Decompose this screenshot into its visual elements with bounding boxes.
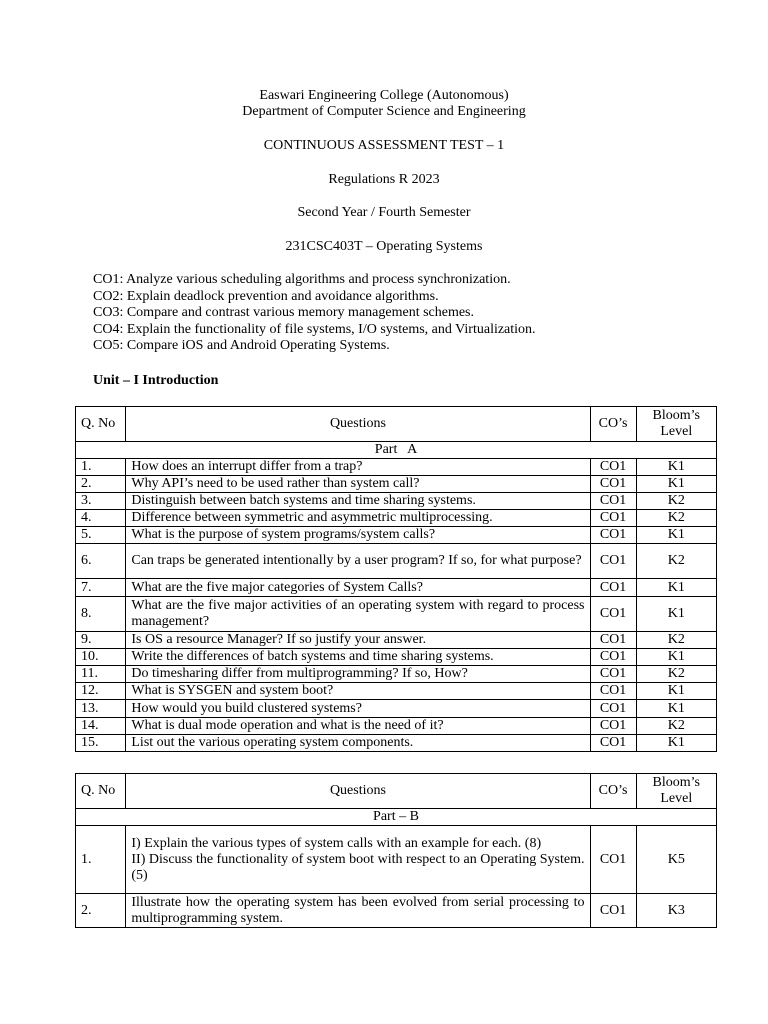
part-row	[76, 809, 717, 826]
table-row	[76, 510, 717, 527]
part-row	[76, 442, 717, 459]
course-outcome-line: CO4: Explain the functionality of file systems, I/O systems, and Virtualization.	[93, 321, 536, 337]
co-cell: CO1	[590, 666, 636, 683]
unit-title: Unit – I Introduction	[93, 373, 219, 388]
question-part-2: II) Discuss the functionality of system boot with respect to an Operating System. (5)	[131, 851, 585, 883]
co-cell: CO1	[590, 510, 636, 527]
question-number: 1.	[76, 826, 126, 894]
co-cell: CO1	[590, 718, 636, 735]
blooms-header: Bloom’s Level	[636, 774, 716, 809]
question-number: 3.	[76, 493, 126, 510]
question-text: How would you build clustered systems?	[126, 700, 590, 718]
co-cell: CO1	[590, 735, 636, 752]
bloom-level: K2	[636, 632, 716, 649]
co-cell: CO1	[590, 579, 636, 597]
bloom-level: K2	[636, 544, 716, 579]
question-text: What are the five major categories of System Calls?	[126, 579, 590, 597]
college-name: Easwari Engineering College (Autonomous)	[259, 88, 509, 103]
question-number: 2.	[76, 894, 126, 928]
co-cell: CO1	[590, 544, 636, 579]
table-row	[76, 649, 717, 666]
table-row	[76, 683, 717, 700]
question-text: How does an interrupt differ from a trap?	[126, 459, 590, 476]
bloom-level: K3	[636, 894, 716, 928]
question-text: Distinguish between batch systems and time sharing systems.	[126, 493, 590, 510]
question-number: 5.	[76, 527, 126, 544]
cos-header: CO’s	[590, 407, 636, 442]
question-number: 12.	[76, 683, 126, 700]
table-row	[76, 579, 717, 597]
department-name: Department of Computer Science and Engineering	[242, 104, 526, 119]
course-outcome-line: CO3: Compare and contrast various memory management schemes.	[93, 305, 475, 320]
question-number: 6.	[76, 544, 126, 579]
question-number: 4.	[76, 510, 126, 527]
table-row	[76, 735, 717, 752]
regulations: Regulations R 2023	[328, 172, 440, 187]
table-row	[76, 544, 717, 579]
course-outcome-line: CO5: Compare iOS and Android Operating Systems.	[93, 338, 390, 353]
blooms-header: Bloom’s Level	[636, 407, 716, 442]
part-a-table	[75, 406, 717, 752]
part-a-label: Part A	[76, 442, 717, 459]
qno-header: Q. No	[76, 407, 126, 442]
course-outcome-line: CO2: Explain deadlock prevention and avoidance algorithms.	[93, 288, 439, 304]
bloom-level: K1	[636, 579, 716, 597]
question-text: Can traps be generated intentionally by a user program? If so, for what purpose?	[126, 544, 590, 579]
question-text: What is the purpose of system programs/system calls?	[126, 527, 590, 544]
bloom-level: K2	[636, 493, 716, 510]
co-cell: CO1	[590, 632, 636, 649]
table-row	[76, 476, 717, 493]
question-text: Difference between symmetric and asymmetric multiprocessing.	[126, 510, 590, 527]
co-cell: CO1	[590, 683, 636, 700]
question-number: 7.	[76, 579, 126, 597]
bloom-level: K1	[636, 597, 716, 632]
bloom-level: K1	[636, 735, 716, 752]
questions-header: Questions	[126, 407, 590, 442]
year-semester: Second Year / Fourth Semester	[297, 205, 471, 220]
bloom-level: K1	[636, 459, 716, 476]
question-text: Illustrate how the operating system has been evolved from serial processing to multiprogramming system.	[126, 894, 590, 928]
bloom-level: K1	[636, 683, 716, 700]
question-text: Write the differences of batch systems and time sharing systems.	[126, 649, 590, 666]
question-text: What are the five major activities of an operating system with regard to process management?	[126, 597, 590, 632]
question-text: List out the various operating system components.	[126, 735, 590, 752]
co-cell: CO1	[590, 493, 636, 510]
question-text: Do timesharing differ from multiprogramming? If so, How?	[126, 666, 590, 683]
question-part-1: I) Explain the various types of system calls with an example for each. (8)	[131, 835, 542, 851]
bloom-level: K1	[636, 649, 716, 666]
question-text: What is SYSGEN and system boot?	[126, 683, 590, 700]
table-row	[76, 718, 717, 735]
co-cell: CO1	[590, 527, 636, 544]
table-row	[76, 666, 717, 683]
course-outcome-line: CO1: Analyze various scheduling algorithms and process synchronization.	[93, 272, 511, 287]
part-b-label: Part – B	[76, 809, 717, 826]
table-row	[76, 527, 717, 544]
questions-header: Questions	[126, 774, 590, 809]
bloom-level: K1	[636, 700, 716, 718]
course-title: 231CSC403T – Operating Systems	[285, 239, 483, 254]
question-number: 11.	[76, 666, 126, 683]
qno-header: Q. No	[76, 774, 126, 809]
bloom-level: K2	[636, 718, 716, 735]
question-text: Is OS a resource Manager? If so justify your answer.	[126, 632, 590, 649]
co-cell: CO1	[590, 700, 636, 718]
question-text: What is dual mode operation and what is the need of it?	[126, 718, 590, 735]
co-cell: CO1	[590, 459, 636, 476]
question-number: 9.	[76, 632, 126, 649]
table-row	[76, 632, 717, 649]
co-cell: CO1	[590, 826, 636, 894]
table-row	[76, 493, 717, 510]
course-outcomes	[93, 272, 713, 355]
table-row	[76, 459, 717, 476]
table-row	[76, 700, 717, 718]
question-number: 13.	[76, 700, 126, 718]
co-cell: CO1	[590, 597, 636, 632]
bloom-level: K2	[636, 510, 716, 527]
question-text	[126, 826, 590, 894]
co-cell: CO1	[590, 476, 636, 493]
question-text: Why API’s need to be used rather than system call?	[126, 476, 590, 493]
table-row	[76, 894, 717, 928]
question-number: 1.	[76, 459, 126, 476]
question-number: 10.	[76, 649, 126, 666]
part-b-table	[75, 773, 717, 928]
question-number: 8.	[76, 597, 126, 632]
question-number: 15.	[76, 735, 126, 752]
test-title: CONTINUOUS ASSESSMENT TEST – 1	[263, 138, 505, 153]
bloom-level: K5	[636, 826, 716, 894]
bloom-level: K1	[636, 476, 716, 493]
co-cell: CO1	[590, 649, 636, 666]
table-header-row	[76, 774, 717, 809]
table-row	[76, 597, 717, 632]
table-row	[76, 826, 717, 894]
cos-header: CO’s	[590, 774, 636, 809]
question-number: 2.	[76, 476, 126, 493]
question-number: 14.	[76, 718, 126, 735]
co-cell: CO1	[590, 894, 636, 928]
bloom-level: K1	[636, 527, 716, 544]
table-header-row	[76, 407, 717, 442]
bloom-level: K2	[636, 666, 716, 683]
